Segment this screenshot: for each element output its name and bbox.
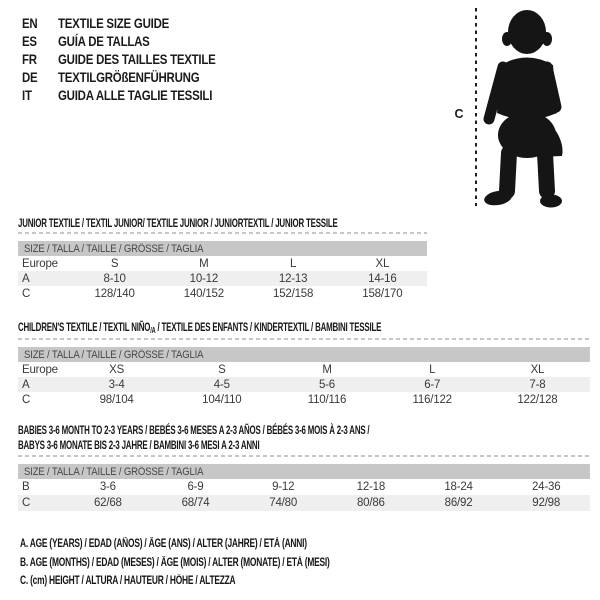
row-label: C xyxy=(22,287,31,300)
size-cell: 12-13 xyxy=(278,272,308,285)
size-cell: L xyxy=(290,257,297,270)
size-header-bar xyxy=(18,241,427,256)
row-label: B xyxy=(22,481,30,493)
row-label: C xyxy=(22,393,31,406)
language-code xyxy=(22,51,58,67)
size-cell: XL xyxy=(375,257,390,270)
junior-table-title xyxy=(18,216,502,231)
size-cell: 74/80 xyxy=(269,497,298,509)
row-label: A xyxy=(22,272,30,285)
table-row-age xyxy=(18,271,427,286)
size-cell: 6-9 xyxy=(187,481,204,493)
language-title-text: TEXTILGRÖßENFÜHRUNG xyxy=(58,69,200,85)
size-cell: 24-36 xyxy=(531,481,561,493)
size-cell: 9-12 xyxy=(272,481,295,493)
row-label: Europe xyxy=(22,257,58,270)
language-title xyxy=(58,51,250,67)
table-top-rule xyxy=(18,338,590,340)
language-code-text: FR xyxy=(22,51,37,67)
footnote-height-cm xyxy=(20,574,315,588)
language-row-fr xyxy=(22,50,250,68)
size-cell: 6-7 xyxy=(424,378,441,391)
size-header-text: SIZE / TALLA / TAILLE / GRÖSSE / TAGLIA xyxy=(24,242,204,255)
size-cell: S xyxy=(110,257,119,270)
size-cell: XS xyxy=(109,363,125,376)
size-cell: 122/128 xyxy=(517,393,558,406)
language-title xyxy=(58,15,193,31)
language-row-de xyxy=(22,68,250,86)
language-title xyxy=(58,87,246,103)
footnote-age-months xyxy=(20,556,444,570)
language-row-it xyxy=(22,86,250,104)
row-label: C xyxy=(22,497,31,509)
language-code-text: EN xyxy=(22,15,38,31)
size-header-text: SIZE / TALLA / TAILLE / GRÖSSE / TAGLIA xyxy=(24,465,204,478)
size-cell: 14-16 xyxy=(368,272,397,285)
size-cell: 5-6 xyxy=(318,378,336,391)
footnote-text: A. AGE (YEARS) / EDAD (AÑOS) / ÂGE (ANS) / ALTER (JAHRE) / ETÀ (ANNI) xyxy=(20,538,307,550)
row-label: Europe xyxy=(22,363,58,376)
language-title-text: GUIDE DES TAILLES TEXTILE xyxy=(58,51,216,67)
size-cell: 104/110 xyxy=(202,393,242,406)
table-row-height xyxy=(18,392,590,407)
size-cell: 62/68 xyxy=(93,497,122,509)
junior-table-title-text: JUNIOR TEXTILE / TEXTIL JUNIOR/ TEXTILE JUNIOR / JUNIORTEXTIL / JUNIOR TESSILE xyxy=(18,216,338,230)
size-cell: 10-12 xyxy=(189,272,219,285)
footnote-text: B. AGE (MONTHS) / EDAD (MESES) / ÂGE (MOIS) / ALTER (MONATE) / ETÀ (MESI) xyxy=(20,557,330,569)
table-row-age xyxy=(18,377,590,392)
language-list xyxy=(22,14,250,104)
size-header-bar xyxy=(18,347,590,362)
size-cell: 152/158 xyxy=(273,287,314,300)
table-row-europe xyxy=(18,256,427,271)
size-cell: 8-10 xyxy=(103,272,126,285)
size-cell: 116/122 xyxy=(412,393,452,406)
language-code-text: ES xyxy=(22,33,37,49)
size-cell: 140/152 xyxy=(183,287,224,300)
table-top-rule xyxy=(18,455,590,457)
size-cell: 4-5 xyxy=(213,378,230,391)
size-cell: 92/98 xyxy=(532,497,561,509)
table-top-rule xyxy=(18,232,427,234)
size-cell: 68/74 xyxy=(181,497,210,509)
size-cell: S xyxy=(218,363,226,376)
height-marker-label: C xyxy=(454,107,464,121)
size-cell: 7-8 xyxy=(529,378,546,391)
size-cell: 3-6 xyxy=(99,481,116,493)
language-title-text: GUÍA DE TALLAS xyxy=(58,33,150,49)
title-part: CHILDREN'S TEXTILE / TEXTIL NIÑO xyxy=(18,320,151,334)
size-cell: XL xyxy=(530,363,545,376)
language-title-text: TEXTILE SIZE GUIDE xyxy=(58,15,170,31)
language-code-text: IT xyxy=(22,87,32,103)
table-row-height xyxy=(18,286,427,301)
junior-size-table xyxy=(18,241,427,301)
babies-title-line1: BABIES 3-6 MONTH TO 2-3 YEARS / BEBÉS 3-6 MESES A 2-3 AÑOS / BÉBÉS 3-6 MOIS À 2-3 ANS / xyxy=(18,423,370,437)
babies-size-table xyxy=(18,464,590,511)
language-code xyxy=(22,33,58,49)
title-part: / TEXTILE DES ENFANTS / KINDERTEXTIL / BAMBINI TESSILE xyxy=(155,320,382,334)
table-row-age-months xyxy=(18,479,590,495)
size-cell: 128/140 xyxy=(94,287,135,300)
children-size-table xyxy=(18,347,590,407)
row-label: A xyxy=(22,378,30,391)
size-cell: M xyxy=(322,363,332,376)
height-dashed-line xyxy=(475,8,477,206)
table-row-height xyxy=(18,495,590,511)
language-row-es xyxy=(22,32,250,50)
babies-title-line2: BABYS 3-6 MONATE BIS 2-3 JAHRE / BAMBINI 3-6 MESI A 2-3 ANNI xyxy=(18,438,260,452)
language-code-text: DE xyxy=(22,69,38,85)
size-cell: 86/92 xyxy=(444,497,473,509)
size-header-bar xyxy=(18,464,590,479)
children-table-title xyxy=(18,320,568,338)
footnote-text: C. (cm) HEIGHT / ALTURA / HAUTEUR / HÖHE / ALTEZZA xyxy=(20,575,236,587)
baby-silhouette-icon xyxy=(481,5,577,211)
size-cell: 158/170 xyxy=(362,287,403,300)
size-cell: 18-24 xyxy=(444,481,473,493)
size-cell: 3-4 xyxy=(108,378,125,391)
size-header-text: SIZE / TALLA / TAILLE / GRÖSSE / TAGLIA xyxy=(24,348,204,361)
language-row-en xyxy=(22,14,250,32)
children-table-title-text xyxy=(18,320,381,338)
language-code xyxy=(22,69,58,85)
language-code xyxy=(22,15,58,31)
language-title-text: GUIDA ALLE TAGLIE TESSILI xyxy=(58,87,213,103)
footnote-age-years xyxy=(20,537,413,551)
size-cell: 12-18 xyxy=(356,481,386,493)
size-cell: M xyxy=(199,257,209,270)
table-row-europe xyxy=(18,362,590,377)
size-cell: L xyxy=(429,363,436,376)
language-code xyxy=(22,87,58,103)
language-title xyxy=(58,69,230,85)
language-title xyxy=(58,33,170,49)
height-reference-figure xyxy=(440,0,590,215)
babies-table-title xyxy=(18,423,550,453)
title-subscript: /A xyxy=(150,325,156,335)
size-cell: 110/116 xyxy=(307,393,347,406)
size-cell: 98/104 xyxy=(99,393,134,406)
size-cell: 80/86 xyxy=(356,497,385,509)
